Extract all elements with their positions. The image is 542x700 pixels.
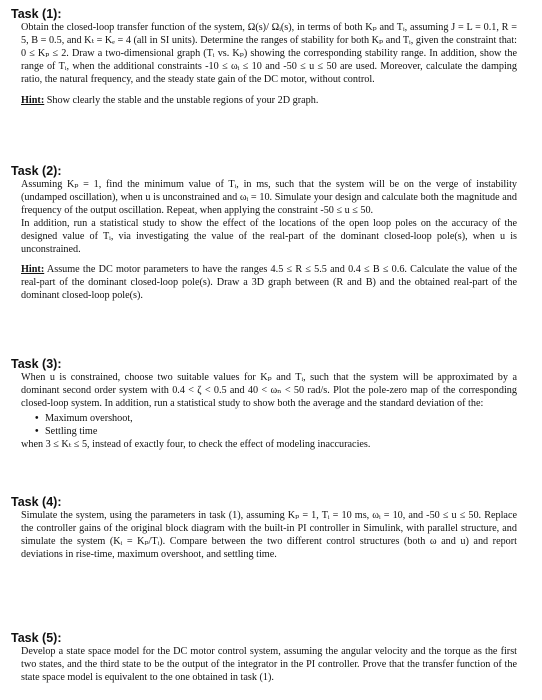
task-2-hint — [21, 264, 517, 303]
task-5-section — [0, 631, 542, 685]
task-5-paragraph: Develop a state space model for the DC motor control system, assuming the angular velocity and the torque as the first two states, and the third state to be the output of the integrator in the PI controller. Prove that the transfer function of the state space model is equivalent to the one obtained in task (1). — [21, 646, 517, 683]
task-5-heading: Task (5): — [11, 631, 62, 645]
task-1-section — [0, 7, 542, 107]
task-1-hint — [21, 95, 517, 108]
task-3-paragraph: When u is constrained, choose two suitable values for Kₚ and Tᵢ, such that the system will be approximated by a dominant second order system with 0.4 < ζ < 0.5 and 40 < ωₙ < 50 rad/s. Plot the pole-zero map of the corresponding closed-loop system. In addition, run a statistical study to show both the average and the standard deviation of the: — [21, 372, 517, 409]
task-4-paragraph: Simulate the system, using the parameters in task (1), assuming Kₚ = 1, Tᵢ = 10 ms, ωᵢ = 10, and -50 ≤ u ≤ 50. Replace the controller gains of the original block diagram with the built-in PI controller in Simulink, with parallel structure, and simulate the system (Kᵢ = Kₚ/Tᵢ). Compare between the two different control structures (both ω and u) and report deviations in rise-time, maximum overshoot, and settling time. — [21, 510, 517, 560]
task-2-paragraph-2: In addition, run a statistical study to show the effect of the locations of the open loop poles on the accuracy of the designed value of Tᵢ, via investigating the value of the real-part of the dominant closed-loop pole(s), when u is unconstrained. — [21, 217, 517, 255]
task-1-paragraph: Obtain the closed-loop transfer function of the system, Ω(s)/ Ωᵢ(s), in terms of both Kₚ and Tᵢ, assuming J = L = 0.1, R = 5, B = 0.5, and Kₜ = Kₑ = 4 (all in SI units). Determine the ranges of stability for both Kₚ and Tᵢ, given the constraint that: 0 ≤ Kₚ ≤ 2. Draw a two-dimensional graph (Tᵢ vs. Kₚ) showing the corresponding stability range. In addition, show the range of Tᵢ, when the additional constraints -10 ≤ ωᵢ ≤ 10 and -50 ≤ u ≤ 50 are used. Moreover, calculate the damping ratio, the natural frequency, and the steady state gain of the DC motor, without control. — [21, 22, 517, 85]
hint-text: Assume the DC motor parameters to have the ranges 4.5 ≤ R ≤ 5.5 and 0.4 ≤ B ≤ 0.6. Calculate the value of the real-part of the dominant closed-loop pole(s). Draw a 3D graph between (R and B) and the obtained real-part of the dominant closed-loop pole(s). — [21, 264, 517, 302]
bullet-item: • Maximum overshoot, — [35, 413, 517, 426]
task-3-closing: when 3 ≤ Kₜ ≤ 5, instead of exactly four, to check the effect of modeling inaccuracies. — [21, 438, 371, 450]
task-2-paragraph-1: Assuming Kₚ = 1, find the minimum value of Tᵢ, in ms, such that the system will be on the verge of instability (undamped oscillation), when u is unconstrained and ωᵢ = 10. Simulate your design and calculate both the magnitude and frequency of the output oscillation. Repeat, when applying the constraint -50 ≤ u ≤ 50. — [21, 179, 517, 216]
task-3-section — [0, 357, 542, 451]
bullet-item: • Settling time — [35, 426, 517, 439]
task-2-heading: Task (2): — [11, 164, 62, 178]
task-4-section — [0, 495, 542, 562]
hint-label: Hint: — [21, 264, 45, 276]
task-4-heading: Task (4): — [11, 495, 62, 509]
hint-text: Show clearly the stable and the unstable regions of your 2D graph. — [44, 94, 319, 106]
task-3-heading: Task (3): — [11, 357, 62, 371]
task-1-heading: Task (1): — [11, 7, 62, 21]
task-2-section — [0, 164, 542, 303]
hint-label: Hint: — [21, 94, 45, 106]
task-3-bullet-list — [21, 413, 517, 439]
